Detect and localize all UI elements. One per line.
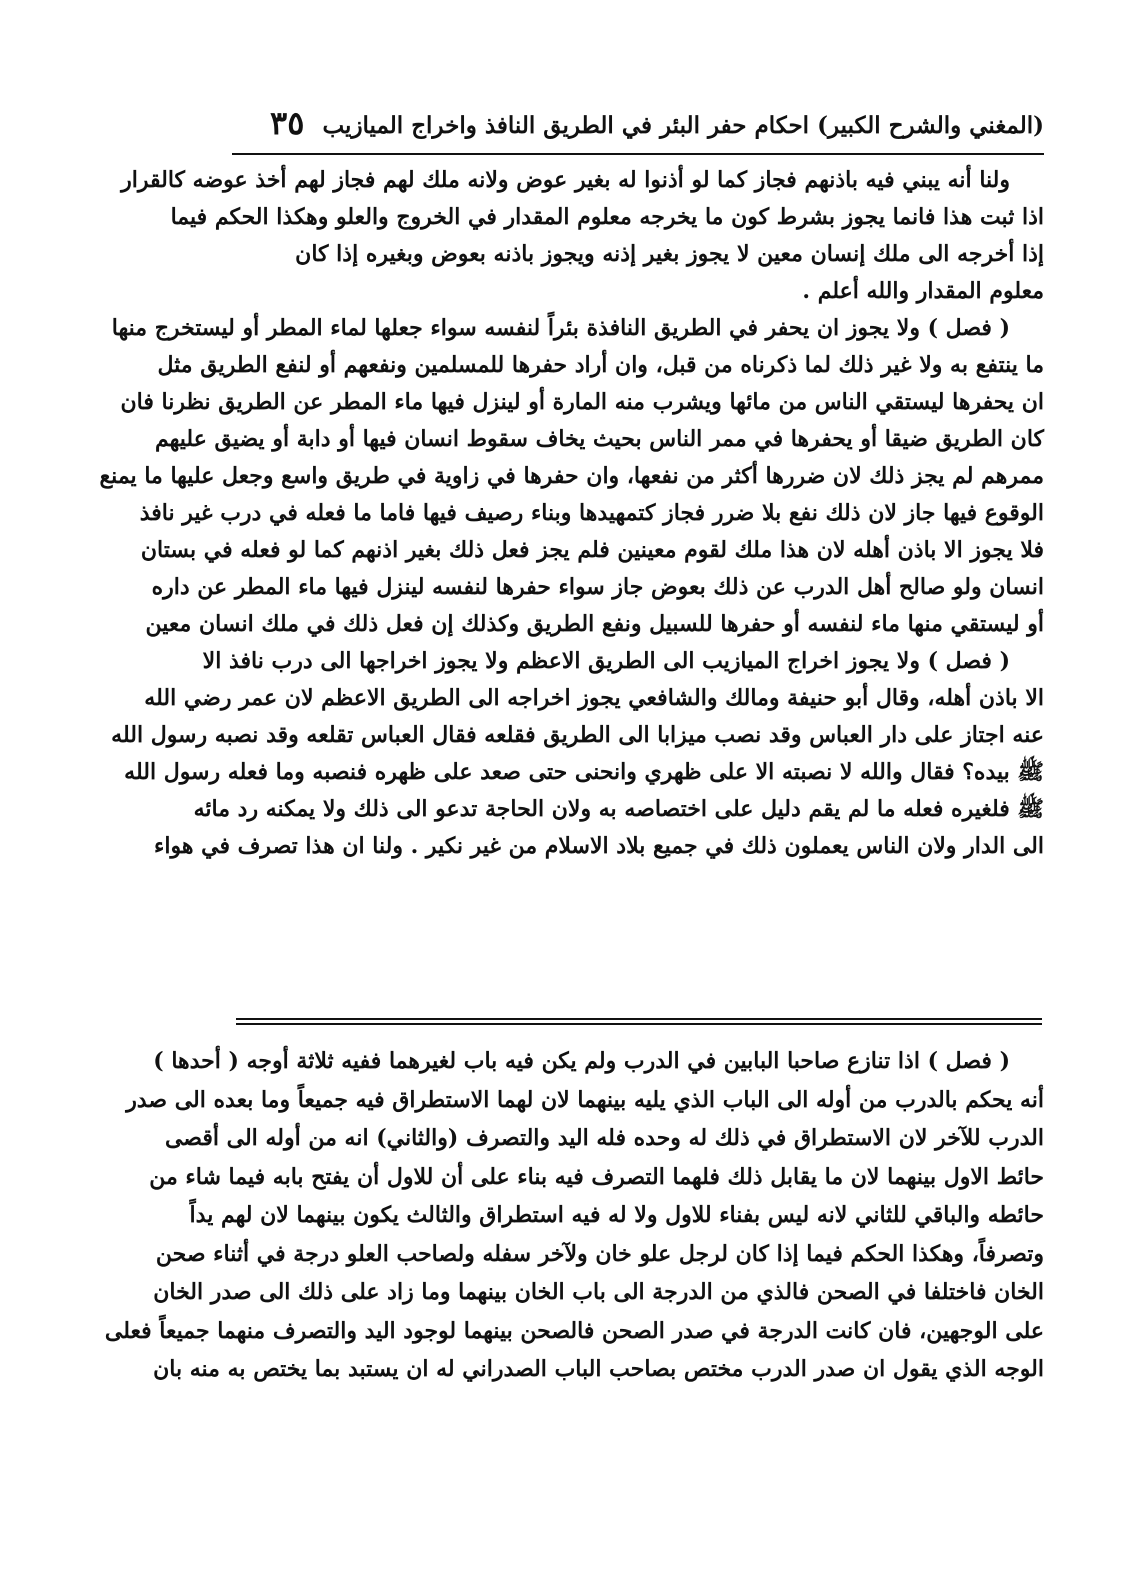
text-line: ( فصل ) ولا يجوز اخراج الميازيب الى الطريق الاعظم ولا يجوز اخراجها الى درب نافذ الا xyxy=(202,648,1010,674)
footnote-line: الوجه الذي يقول ان صدر الدرب مختص بصاحب الباب الصدراني له ان يستبد بما يختص به منه بان xyxy=(153,1356,1044,1382)
page-header xyxy=(232,100,1044,150)
text-line: اذا ثبت هذا فانما يجوز بشرط كون ما يخرجه معلوم المقدار في الخروج والعلو وهكذا الحكم فيما xyxy=(170,204,1044,230)
text-line: الى الدار ولان الناس يعملون ذلك في جميع بلاد الاسلام من غير نكير . ولنا ان هذا تصرف في هواء xyxy=(154,833,1044,859)
footnote-line: الدرب للآخر لان الاستطراق في ذلك له وحده فله اليد والتصرف (والثاني) انه من أوله الى أقصى xyxy=(164,1125,1044,1151)
running-title: (المغني والشرح الكبير) احكام حفر البئر في الطريق النافذ واخراج الميازيب xyxy=(322,112,1044,139)
footnote-line: أنه يحكم بالدرب من أوله الى الباب الذي يليه بينهما لان لهما الاستطراق فيه جميعاً وما بعده الى صدر xyxy=(126,1086,1044,1113)
footnote-line: حائط الاول بينهما لان ما يقابل ذلك فلهما التصرف فيه بناء على أن للاول أن يفتح بابه فيما شاء من xyxy=(149,1163,1044,1190)
text-line: عنه اجتاز على دار العباس وقد نصب ميزابا الى الطريق فقلعه فقال العباس تقلعه وقد نصبه رسول الله xyxy=(111,722,1044,748)
text-line: ما ينتفع به ولا غير ذلك لما ذكرناه من قبل، وان أراد حفرها للمسلمين ونفعهم أو لنفع الطريق مثل xyxy=(157,352,1044,378)
page-number: ٣٥ xyxy=(270,104,305,142)
footnote-line: حائطه والباقي للثاني لانه ليس بفناء للاول ولا له فيه استطراق والثالث يكون بينهما لان لهم يداً xyxy=(189,1202,1044,1228)
text-line: انسان ولو صالح أهل الدرب عن ذلك بعوض جاز سواء حفرها لنفسه لينزل فيها ماء المطر عن داره xyxy=(151,574,1044,600)
text-line: أو ليستقي منها ماء لنفسه أو حفرها للسبيل ونفع الطريق وكذلك إن فعل ذلك في ملك انسان معين xyxy=(145,611,1044,637)
footnote-line: على الوجهين، فان كانت الدرجة في صدر الصحن فالصحن بينهما لوجود اليد والتصرف منهما جميعاً فعلى xyxy=(104,1317,1044,1344)
text-line: إذا أخرجه الى ملك إنسان معين لا يجوز بغير إذنه ويجوز باذنه بعوض وبغيره إذا كان xyxy=(295,241,1044,267)
text-line: ان يحفرها ليستقي الناس من مائها ويشرب منه المارة أو لينزل فيها ماء المطر عن الطريق نظرنا فان xyxy=(120,389,1044,415)
header-rule xyxy=(232,153,1044,155)
footnote-text xyxy=(104,1042,1044,1389)
double-rule-separator xyxy=(236,1018,1042,1025)
text-line: ولنا أنه يبني فيه باذنهم فجاز كما لو أذنوا له بغير عوض ولانه ملك لهم فجاز لهم أخذ عوضه كالقرار xyxy=(121,167,1010,193)
footnote-line: ( فصل ) اذا تنازع صاحبا البابين في الدرب ولم يكن فيه باب لغيرهما ففيه ثلاثة أوجه ( أحدها ) xyxy=(153,1048,1010,1074)
footnote-line: الخان فاختلفا في الصحن فالذي من الدرجة الى باب الخان بينهما وما زاد على ذلك الى صدر الخان xyxy=(153,1279,1044,1305)
text-line: ﷺ فلغيره فعله ما لم يقم دليل على اختصاصه به ولان الحاجة تدعو الى ذلك ولا يمكنه رد مائه xyxy=(193,796,1044,822)
text-line: الوقوع فيها جاز لان ذلك نفع بلا ضرر فجاز كتمهيدها وبناء رصيف فيها فاما ما فعله في درب غير نافذ xyxy=(139,500,1044,526)
text-line: معلوم المقدار والله أعلم . xyxy=(802,278,1044,304)
text-line: ممرهم لم يجز ذلك لان ضررها أكثر من نفعها، وان حفرها في زاوية في طريق واسع وجعل عليها ما يمنع xyxy=(99,463,1044,489)
text-line: فلا يجوز الا باذن أهله لان هذا ملك لقوم معينين فلم يجز فعل ذلك بغير اذنهم كما لو فعله في بستان xyxy=(140,537,1044,563)
text-line: ﷺ بيده؟ فقال والله لا نصبته الا على ظهري وانحنى حتى صعد على ظهره فنصبه وما فعله رسول الله xyxy=(124,759,1044,785)
main-text xyxy=(99,162,1044,865)
text-line: كان الطريق ضيقا أو يحفرها في ممر الناس بحيث يخاف سقوط انسان فيها أو دابة أو يضيق عليهم xyxy=(154,426,1044,452)
footnote-line: وتصرفاً، وهكذا الحكم فيما إذا كان لرجل علو خان ولآخر سفله ولصاحب العلو درجة في أثناء صحن xyxy=(155,1240,1044,1267)
text-line: الا باذن أهله، وقال أبو حنيفة ومالك والشافعي يجوز اخراجه الى الطريق الاعظم لان عمر رضي الله xyxy=(144,685,1044,711)
text-line: ( فصل ) ولا يجوز ان يحفر في الطريق النافذة بئراً لنفسه سواء جعلها لماء المطر أو ليستخرج منها xyxy=(111,315,1010,341)
